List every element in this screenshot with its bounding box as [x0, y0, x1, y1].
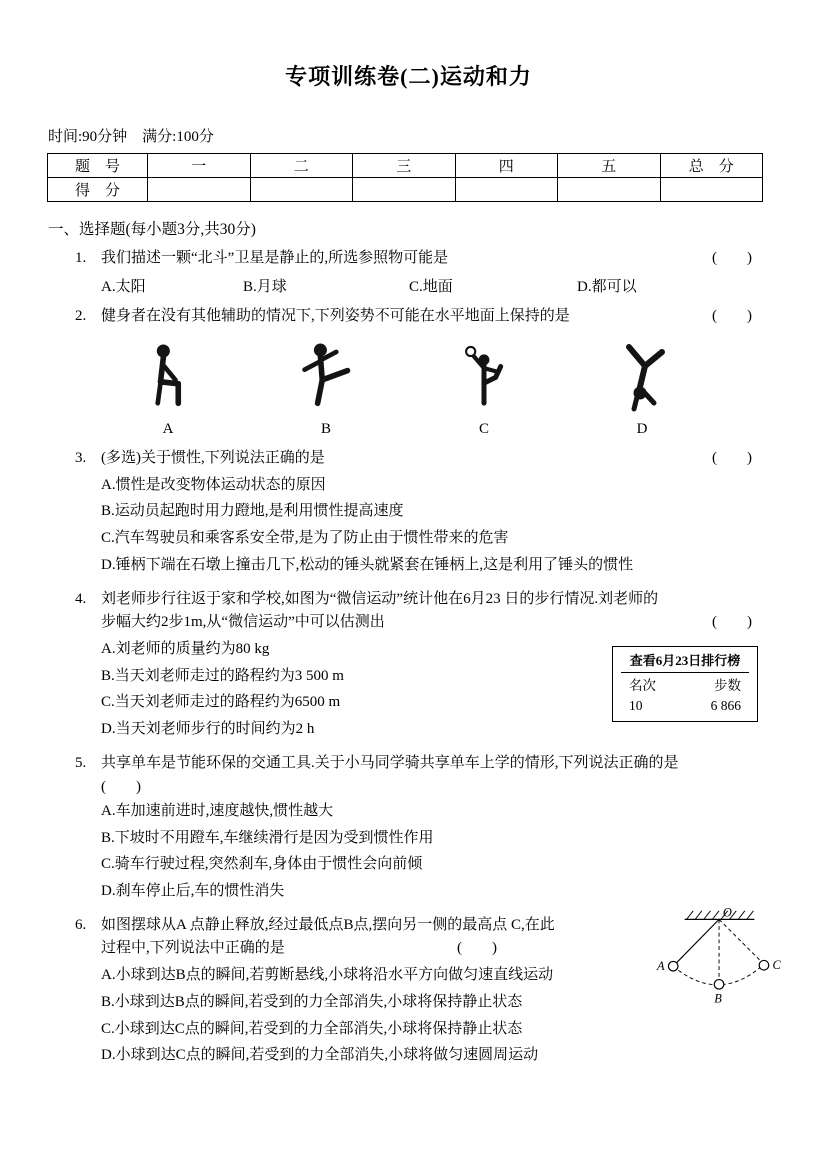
score-table: [47, 153, 763, 202]
question-4: [75, 588, 770, 743]
pose-label-c: C: [478, 420, 489, 437]
question-4-option-d: D.当天刘老师步行的时间约为2 h: [101, 721, 315, 738]
question-5-answer-bracket: ( ): [101, 779, 141, 795]
question-6: [75, 905, 781, 1069]
question-3: [75, 447, 770, 579]
wechat-ranking-title: 查看6月23日排行榜: [621, 650, 749, 673]
question-3-stem-line: [75, 447, 770, 470]
question-4-number: 4.: [75, 590, 87, 607]
page-title: 专项训练卷(二)运动和力: [285, 64, 532, 89]
handstand-pose-figure: [612, 339, 672, 419]
kick-pose-figure: [298, 339, 354, 419]
score-table-cell-3: 三: [353, 154, 456, 178]
score-table-cell-2: 二: [250, 154, 353, 178]
question-3-option-d: D.锤柄下端在石墩上撞击几下,松动的锤头就紧套在锤柄上,这是利用了锤头的惯性: [101, 556, 634, 573]
question-1: [75, 247, 770, 296]
question-1-option-c: C.地面: [409, 279, 453, 296]
pendulum-label-c: C: [772, 957, 781, 972]
score-table-cell-timu: 题 号: [48, 154, 148, 178]
question-6-option-b: B.小球到达B点的瞬间,若受到的力全部消失,小球将保持静止状态: [101, 993, 523, 1010]
question-1-option-d: D.都可以: [577, 279, 637, 296]
score-table-empty-cell: [558, 178, 661, 202]
question-2-stem-line: [75, 305, 770, 328]
question-1-answer-bracket: ( ): [712, 250, 752, 266]
question-5-option-a: A.车加速前进时,速度越快,惯性越大: [101, 803, 334, 819]
wechat-ranking-values: [621, 696, 749, 716]
question-5-bracket-line: [75, 775, 770, 796]
question-6-option-c: C.小球到达C点的瞬间,若受到的力全部消失,小球将保持静止状态: [101, 1020, 523, 1037]
question-5-stem: 共享单车是节能环保的交通工具.关于小马同学骑共享单车上学的情形,下列说法正确的是: [101, 754, 679, 771]
wechat-rank-value: 10: [629, 697, 643, 713]
score-table-score-row: [48, 178, 763, 202]
pose-label-d: D: [636, 420, 648, 437]
score-table-empty-cell: [353, 178, 456, 202]
score-table-empty-cell: [455, 178, 558, 202]
question-5-number: 5.: [75, 754, 87, 771]
wechat-steps-col-label: 步数: [714, 677, 741, 693]
question-1-number: 1.: [75, 250, 87, 266]
question-6-option-a: A.小球到达B点的瞬间,若剪断悬线,小球将沿水平方向做匀速直线运动: [101, 967, 554, 984]
pose-figure-c: [405, 339, 563, 438]
score-table-empty-cell: [660, 178, 763, 202]
question-2: [75, 305, 770, 437]
question-6-stem-line-2: [75, 937, 515, 960]
wechat-rank-col-label: 名次: [629, 677, 656, 693]
question-2-figures: [89, 339, 770, 438]
question-3-option-c: C.汽车驾驶员和乘客系安全带,是为了防止由于惯性带来的危害: [101, 530, 509, 547]
question-3-option-b: B.运动员起跑时用力蹬地,是利用惯性提高速度: [101, 503, 404, 520]
score-table-cell-defen: 得 分: [48, 178, 148, 202]
wechat-steps-value: 6 866: [710, 697, 741, 713]
question-3-options: [75, 472, 770, 579]
pendulum-label-a: A: [656, 958, 665, 973]
question-6-option-d: D.小球到达C点的瞬间,若受到的力全部消失,小球将做匀速圆周运动: [101, 1047, 539, 1064]
wechat-ranking-header: [621, 676, 749, 696]
pose-figure-a: [89, 339, 247, 438]
question-4-stem-line-1: [75, 588, 770, 611]
question-6-answer-bracket: ( ): [457, 940, 497, 956]
question-5-option-c: C.骑车行驶过程,突然刹车,身体由于惯性会向前倾: [101, 856, 423, 873]
question-1-stem: 我们描述一颗“北斗”卫星是静止的,所选参照物可能是: [101, 250, 449, 266]
question-2-number: 2.: [75, 308, 87, 325]
sitting-pose-figure: [140, 339, 196, 419]
question-5-option-b: B.下坡时不用蹬车,车继续滑行是因为受到惯性作用: [101, 829, 434, 846]
question-1-option-b: B.月球: [243, 279, 287, 296]
question-4-stem-part-1: 刘老师步行往返于家和学校,如图为“微信运动”统计他在6月23 日的步行情况.刘老师的: [101, 590, 659, 607]
question-5-options: [75, 798, 770, 905]
question-6-stem-part-1: 如图摆球从A 点静止释放,经过最低点B点,摆向另一侧的最高点 C,在此: [101, 916, 555, 933]
pose-figure-b: [247, 339, 405, 438]
score-table-empty-cell: [250, 178, 353, 202]
dancer-with-ball-pose-figure: [459, 339, 509, 419]
pose-label-a: A: [162, 420, 174, 437]
question-3-number: 3.: [75, 449, 87, 466]
score-table-cell-total: 总 分: [660, 154, 763, 178]
exam-meta: 时间:90分钟 满分:100分: [48, 129, 214, 145]
question-4-answer-bracket: ( ): [712, 613, 752, 630]
question-2-stem: 健身者在没有其他辅助的情况下,下列姿势不可能在水平地面上保持的是: [101, 308, 570, 325]
section-heading: 一、选择题(每小题3分,共30分): [48, 221, 256, 238]
question-6-number: 6.: [75, 916, 87, 933]
score-table-cell-5: 五: [558, 154, 661, 178]
question-6-stem-part-2: 过程中,下列说法中正确的是: [101, 940, 285, 956]
question-3-answer-bracket: ( ): [712, 449, 752, 466]
question-2-answer-bracket: ( ): [712, 308, 752, 325]
question-5-stem-line: [75, 752, 770, 775]
question-4-option-c: C.当天刘老师走过的路程约为6500 m: [101, 694, 341, 711]
question-4-stem-line-2: [75, 611, 770, 634]
question-1-option-a: A.太阳: [101, 279, 146, 296]
question-4-option-a: A.刘老师的质量约为80 kg: [101, 641, 270, 657]
pendulum-label-o: O: [722, 905, 732, 920]
pose-label-b: B: [320, 420, 331, 437]
score-table-header-row: [48, 154, 763, 178]
score-table-cell-1: 一: [148, 154, 251, 178]
question-3-stem: (多选)关于惯性,下列说法正确的是: [101, 449, 325, 466]
question-5: [75, 752, 770, 905]
question-4-stem-part-2: 步幅大约2步1m,从“微信运动”中可以估测出: [101, 613, 385, 630]
question-5-option-d: D.刹车停止后,车的惯性消失: [101, 883, 285, 900]
pendulum-diagram: [656, 906, 784, 1018]
pose-figure-d: [563, 339, 721, 438]
question-3-option-a: A.惯性是改变物体运动状态的原因: [101, 476, 326, 493]
pendulum-label-b: B: [714, 991, 722, 1006]
wechat-ranking-figure: [612, 646, 758, 723]
question-1-options: [75, 275, 770, 296]
question-1-stem-line: [75, 247, 770, 270]
question-4-option-b: B.当天刘老师走过的路程约为3 500 m: [101, 667, 344, 684]
score-table-cell-4: 四: [455, 154, 558, 178]
score-table-empty-cell: [148, 178, 251, 202]
